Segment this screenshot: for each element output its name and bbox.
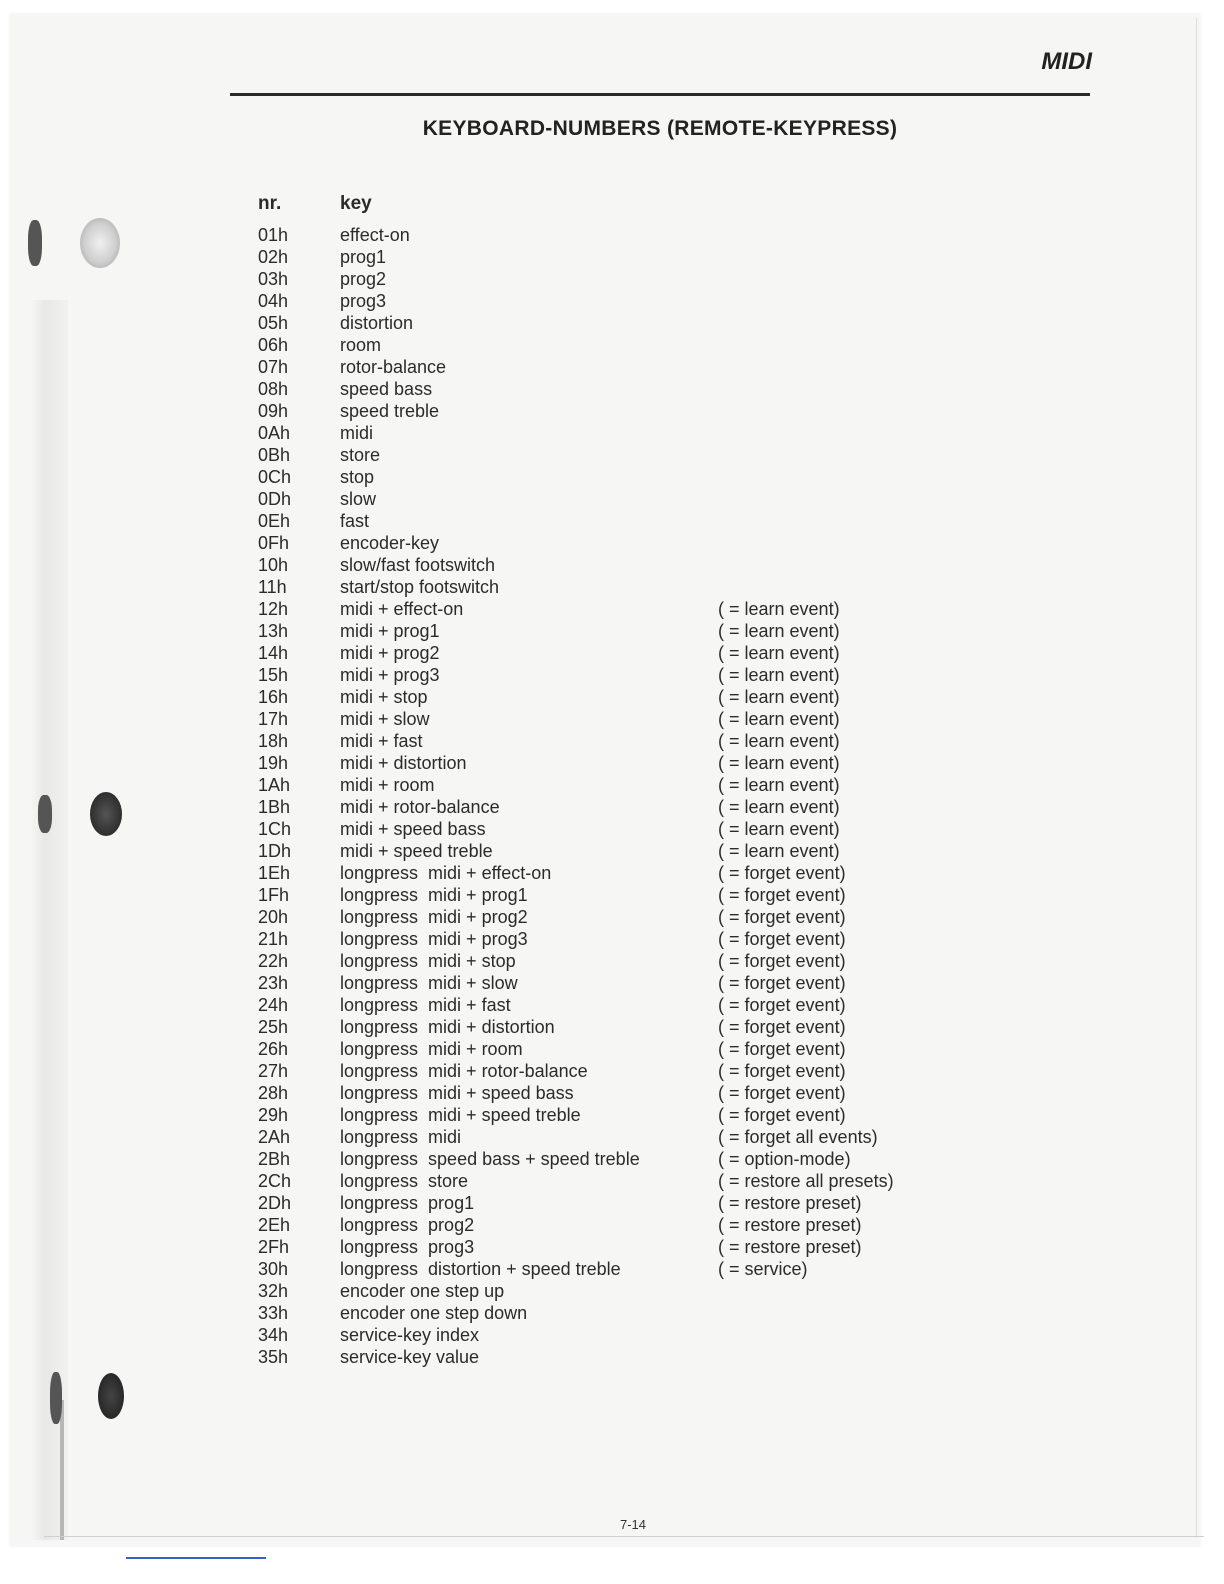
table-row — [258, 884, 958, 906]
binding-shadow — [30, 300, 68, 1540]
table-row — [258, 1258, 958, 1280]
key-name: midi + speed treble — [340, 841, 493, 861]
key-note: ( = forget event) — [718, 885, 846, 905]
key-number: 32h — [258, 1281, 289, 1301]
table-row — [258, 664, 958, 686]
key-number: 27h — [258, 1061, 289, 1081]
binding-mark — [38, 795, 52, 833]
table-row — [258, 356, 958, 378]
key-name: distortion — [340, 313, 414, 333]
key-note: ( = learn event) — [718, 621, 840, 641]
key-note: ( = learn event) — [718, 797, 840, 817]
key-note: ( = forget event) — [718, 1017, 846, 1037]
key-name: longpress midi + fast — [340, 995, 511, 1015]
table-row — [258, 994, 958, 1016]
key-note: ( = learn event) — [718, 841, 840, 861]
key-note: ( = forget event) — [718, 929, 846, 949]
table-row — [258, 862, 958, 884]
key-name: stop — [340, 467, 375, 487]
key-number: 10h — [258, 555, 289, 575]
punch-hole — [90, 792, 122, 836]
key-name: midi + prog2 — [340, 643, 440, 663]
key-number: 0Fh — [258, 533, 290, 553]
key-name: midi + rotor-balance — [340, 797, 500, 817]
table-row — [258, 1148, 958, 1170]
key-number: 03h — [258, 269, 289, 289]
key-number: 28h — [258, 1083, 289, 1103]
keyboard-numbers-table — [258, 224, 958, 1368]
key-note: ( = forget event) — [718, 995, 846, 1015]
table-row — [258, 378, 958, 400]
key-name: prog2 — [340, 269, 387, 289]
key-number: 02h — [258, 247, 289, 267]
table-row — [258, 1082, 958, 1104]
key-note: ( = forget event) — [718, 951, 846, 971]
table-row — [258, 796, 958, 818]
key-name: midi — [340, 423, 374, 443]
key-name: midi + prog3 — [340, 665, 440, 685]
paper-right-edge — [1196, 18, 1197, 1538]
key-note: ( = learn event) — [718, 731, 840, 751]
key-name: longpress midi + room — [340, 1039, 523, 1059]
key-number: 0Ah — [258, 423, 291, 443]
key-name: longpress midi + prog2 — [340, 907, 528, 927]
table-row — [258, 620, 958, 642]
key-number: 30h — [258, 1259, 289, 1279]
key-name: effect-on — [340, 225, 410, 245]
table-row — [258, 730, 958, 752]
key-number: 2Eh — [258, 1215, 291, 1235]
key-note: ( = learn event) — [718, 599, 840, 619]
table-row — [258, 334, 958, 356]
table-row — [258, 312, 958, 334]
key-name: longpress prog3 — [340, 1237, 475, 1257]
key-number: 19h — [258, 753, 289, 773]
key-name: longpress midi + slow — [340, 973, 518, 993]
table-row — [258, 752, 958, 774]
key-name: midi + speed bass — [340, 819, 486, 839]
key-note: ( = forget event) — [718, 907, 846, 927]
table-row — [258, 686, 958, 708]
table-row — [258, 1324, 958, 1346]
binding-mark — [50, 1372, 62, 1424]
key-number: 24h — [258, 995, 289, 1015]
key-name: encoder one step down — [340, 1303, 528, 1323]
key-name: longpress midi + speed treble — [340, 1105, 581, 1125]
key-number: 04h — [258, 291, 289, 311]
scan-streak — [60, 1400, 64, 1540]
key-name: midi + effect-on — [340, 599, 464, 619]
table-row — [258, 642, 958, 664]
punch-hole — [80, 218, 120, 268]
key-name: slow/fast footswitch — [340, 555, 496, 575]
key-name: longpress midi + prog1 — [340, 885, 528, 905]
key-name: store — [340, 445, 381, 465]
key-number: 17h — [258, 709, 289, 729]
key-name: encoder one step up — [340, 1281, 505, 1301]
table-row — [258, 708, 958, 730]
section-label: MIDI — [1041, 48, 1092, 75]
key-name: service-key index — [340, 1325, 480, 1345]
table-row — [258, 444, 958, 466]
key-number: 09h — [258, 401, 289, 421]
table-row — [258, 598, 958, 620]
key-name: longpress midi + speed bass — [340, 1083, 574, 1103]
key-name: longpress prog1 — [340, 1193, 475, 1213]
key-number: 29h — [258, 1105, 289, 1125]
key-number: 15h — [258, 665, 289, 685]
key-name: longpress midi + prog3 — [340, 929, 528, 949]
key-number: 0Dh — [258, 489, 292, 509]
key-name: longpress midi + distortion — [340, 1017, 555, 1037]
key-name: midi + distortion — [340, 753, 467, 773]
table-row — [258, 466, 958, 488]
table-row — [258, 1170, 958, 1192]
key-name: longpress midi + stop — [340, 951, 516, 971]
key-number: 33h — [258, 1303, 289, 1323]
key-number: 13h — [258, 621, 289, 641]
key-name: longpress distortion + speed treble — [340, 1259, 621, 1279]
key-name: midi + slow — [340, 709, 430, 729]
key-number: 01h — [258, 225, 289, 245]
table-row — [258, 818, 958, 840]
page-title: KEYBOARD-NUMBERS (REMOTE-KEYPRESS) — [422, 117, 898, 140]
key-note: ( = restore preset) — [718, 1215, 862, 1235]
key-note: ( = learn event) — [718, 665, 840, 685]
key-number: 0Bh — [258, 445, 291, 465]
key-note: ( = learn event) — [718, 709, 840, 729]
table-row — [258, 950, 958, 972]
key-number: 2Ah — [258, 1127, 291, 1147]
key-name: prog3 — [340, 291, 387, 311]
key-name: midi + stop — [340, 687, 428, 707]
key-name: midi + prog1 — [340, 621, 440, 641]
key-number: 05h — [258, 313, 289, 333]
table-row — [258, 906, 958, 928]
table-row — [258, 532, 958, 554]
key-note: ( = restore preset) — [718, 1193, 862, 1213]
key-number: 1Bh — [258, 797, 291, 817]
binding-mark — [28, 220, 42, 266]
key-number: 1Eh — [258, 863, 291, 883]
key-number: 1Fh — [258, 885, 290, 905]
key-name: speed treble — [340, 401, 440, 421]
key-note: ( = learn event) — [718, 775, 840, 795]
table-row — [258, 1104, 958, 1126]
key-number: 2Ch — [258, 1171, 292, 1191]
table-row — [258, 422, 958, 444]
column-header-key: key — [340, 193, 372, 214]
key-number: 2Bh — [258, 1149, 291, 1169]
table-row — [258, 1192, 958, 1214]
table-row — [258, 224, 958, 246]
table-row — [258, 268, 958, 290]
table-row — [258, 1236, 958, 1258]
key-number: 1Dh — [258, 841, 292, 861]
key-name: longpress speed bass + speed treble — [340, 1149, 640, 1169]
key-number: 14h — [258, 643, 289, 663]
table-row — [258, 246, 958, 268]
key-name: rotor-balance — [340, 357, 447, 377]
key-number: 35h — [258, 1347, 289, 1367]
column-header-nr: nr. — [258, 193, 282, 214]
key-number: 11h — [258, 577, 287, 597]
table-row — [258, 928, 958, 950]
key-name: room — [340, 335, 382, 355]
table-row — [258, 1126, 958, 1148]
key-name: longpress store — [340, 1171, 469, 1191]
key-number: 12h — [258, 599, 289, 619]
table-row — [258, 1280, 958, 1302]
key-name: slow — [340, 489, 377, 509]
key-note: ( = forget event) — [718, 1083, 846, 1103]
key-note: ( = forget event) — [718, 973, 846, 993]
key-number: 16h — [258, 687, 289, 707]
key-number: 07h — [258, 357, 289, 377]
key-number: 23h — [258, 973, 289, 993]
key-name: midi + room — [340, 775, 435, 795]
key-name: midi + fast — [340, 731, 423, 751]
table-row — [258, 400, 958, 422]
table-row — [258, 1214, 958, 1236]
key-note: ( = forget all events) — [718, 1127, 878, 1147]
key-name: speed bass — [340, 379, 433, 399]
table-row — [258, 1038, 958, 1060]
key-number: 21h — [258, 929, 289, 949]
table-row — [258, 774, 958, 796]
key-number: 2Fh — [258, 1237, 290, 1257]
key-number: 20h — [258, 907, 289, 927]
table-row — [258, 576, 958, 598]
table-row — [258, 1016, 958, 1038]
key-name: prog1 — [340, 247, 387, 267]
scan-artifact-line — [126, 1557, 266, 1559]
key-name: fast — [340, 511, 370, 531]
key-number: 25h — [258, 1017, 289, 1037]
key-number: 0Ch — [258, 467, 292, 487]
table-row — [258, 510, 958, 532]
key-note: ( = forget event) — [718, 863, 846, 883]
key-note: ( = option-mode) — [718, 1149, 851, 1169]
key-number: 08h — [258, 379, 289, 399]
key-note: ( = restore preset) — [718, 1237, 862, 1257]
key-note: ( = learn event) — [718, 687, 840, 707]
key-name: longpress midi — [340, 1127, 462, 1147]
key-note: ( = forget event) — [718, 1039, 846, 1059]
key-number: 2Dh — [258, 1193, 292, 1213]
key-number: 0Eh — [258, 511, 291, 531]
paper-bottom-edge — [44, 1536, 1204, 1537]
key-number: 06h — [258, 335, 289, 355]
table-row — [258, 1060, 958, 1082]
page-number: 7-14 — [620, 1517, 647, 1532]
punch-hole — [98, 1373, 124, 1419]
key-name: start/stop footswitch — [340, 577, 500, 597]
table-row — [258, 1346, 958, 1368]
key-note: ( = forget event) — [718, 1105, 846, 1125]
key-number: 18h — [258, 731, 289, 751]
key-note: ( = learn event) — [718, 819, 840, 839]
key-note: ( = restore all presets) — [718, 1171, 894, 1191]
key-number: 34h — [258, 1325, 289, 1345]
key-number: 26h — [258, 1039, 289, 1059]
table-row — [258, 290, 958, 312]
key-number: 1Ch — [258, 819, 292, 839]
key-note: ( = forget event) — [718, 1061, 846, 1081]
key-name: longpress prog2 — [340, 1215, 475, 1235]
key-note: ( = learn event) — [718, 753, 840, 773]
table-row — [258, 1302, 958, 1324]
key-name: longpress midi + rotor-balance — [340, 1061, 588, 1081]
key-name: encoder-key — [340, 533, 440, 553]
table-row — [258, 488, 958, 510]
table-row — [258, 972, 958, 994]
header-rule — [230, 93, 1090, 96]
key-name: service-key value — [340, 1347, 480, 1367]
key-number: 22h — [258, 951, 289, 971]
key-number: 1Ah — [258, 775, 291, 795]
key-name: longpress midi + effect-on — [340, 863, 552, 883]
table-row — [258, 554, 958, 576]
table-row — [258, 840, 958, 862]
key-note: ( = learn event) — [718, 643, 840, 663]
key-note: ( = service) — [718, 1259, 808, 1279]
